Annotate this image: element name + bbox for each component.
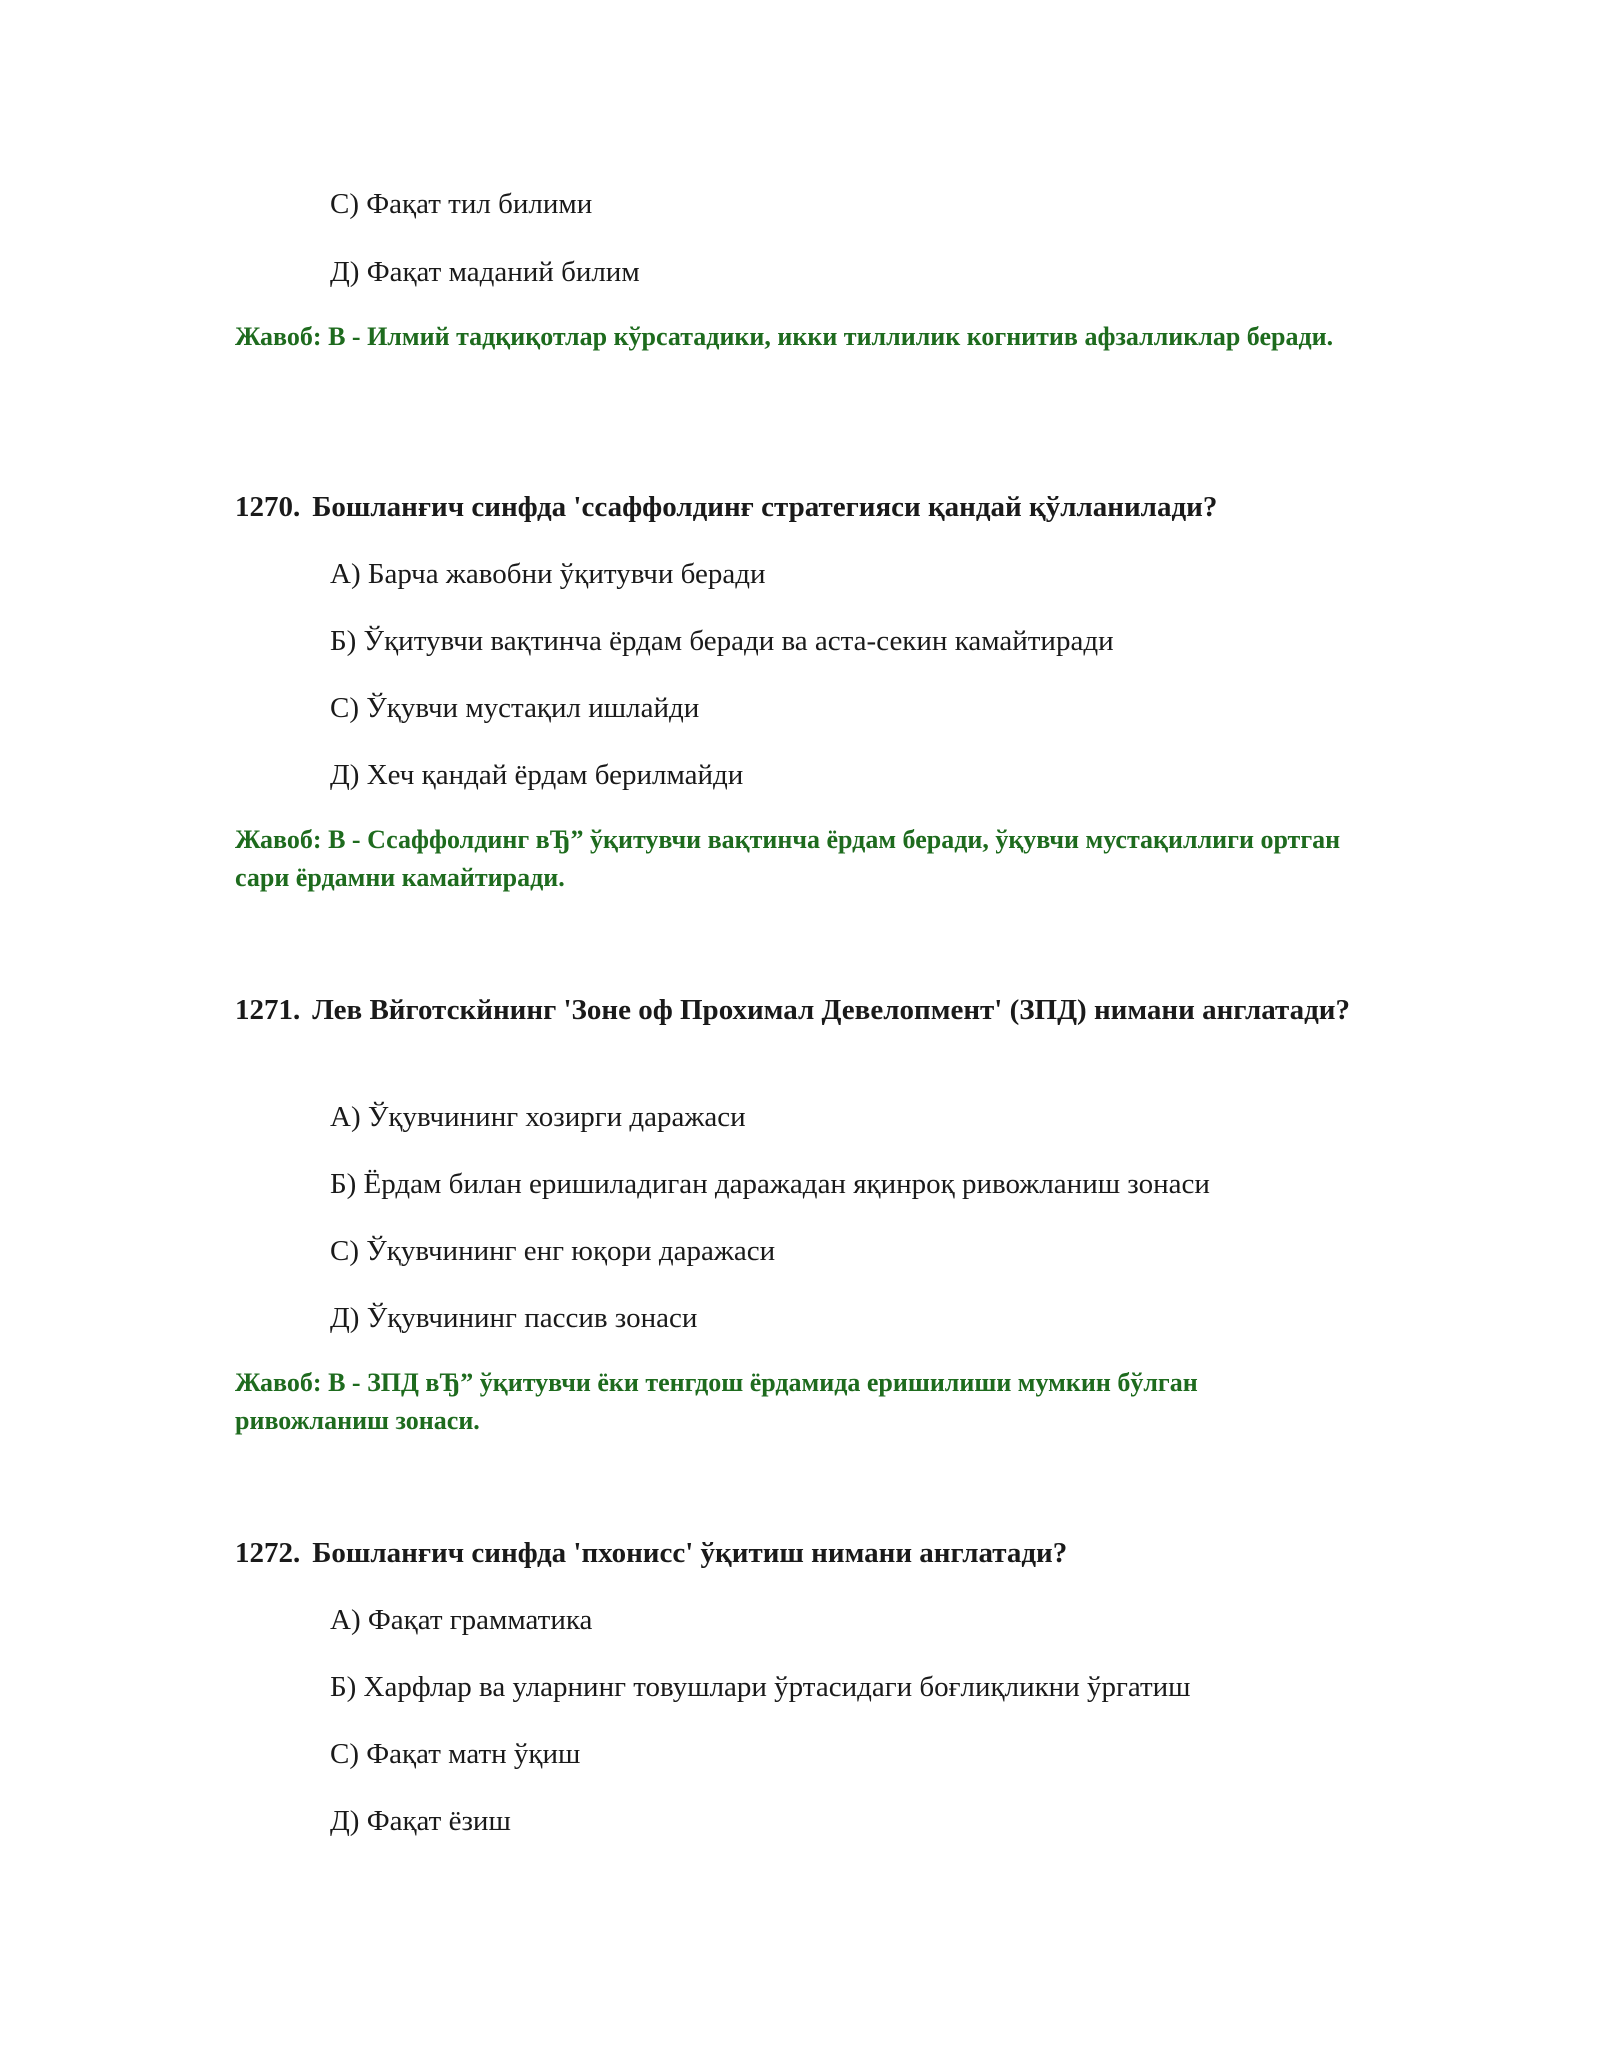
question-heading: [235, 487, 1365, 528]
question-heading: [235, 1533, 1365, 1574]
answer-text: Жавоб: В - ЗПД вЂ” ўқитувчи ёки тенгдош ёрдамида еришилиши мумкин бўлган ривожланиш зонаси.: [235, 1368, 1198, 1435]
question-text: Бошланғич синфда 'пхонисс' ўқитиш нимани англатади?: [312, 1537, 1068, 1569]
option-c: С) Ўқувчининг енг юқори даражаси: [330, 1235, 776, 1267]
question-text: Бошланғич синфда 'ссаффолдинғ стратегияси қандай қўлланилади?: [312, 491, 1218, 523]
option-b: Б) Ёрдам билан еришиладиган даражадан яқинроқ ривожланиш зонаси: [330, 1168, 1210, 1200]
option-c: С) Фақат матн ўқиш: [330, 1738, 581, 1770]
option-b: Б) Ўқитувчи вақтинча ёрдам беради ва аста-секин камайтиради: [330, 625, 1114, 657]
question-heading: [235, 990, 1365, 1031]
option-a: А) Барча жавобни ўқитувчи беради: [330, 558, 766, 590]
option-c: С) Фақат тил билими: [330, 188, 593, 220]
answer-text: Жавоб: В - Илмий тадқиқотлар кўрсатадики, икки тиллилик когнитив афзалликлар беради.: [235, 322, 1334, 351]
question-number: 1272.: [235, 1537, 301, 1569]
option-a: А) Фақат грамматика: [330, 1604, 593, 1636]
option-d: Д) Фақат ёзиш: [330, 1805, 511, 1837]
option-d: Д) Фақат маданий билим: [330, 256, 640, 288]
answer-text: Жавоб: В - Ссаффолдинг вЂ” ўқитувчи вақтинча ёрдам беради, ўқувчи мустақиллиги ортган сари ёрдамни камайтиради.: [235, 825, 1341, 892]
option-b: Б) Харфлар ва уларнинг товушлари ўртасидаги боғлиқликни ўргатиш: [330, 1671, 1191, 1703]
question-number: 1271.: [235, 994, 301, 1026]
question-number: 1270.: [235, 491, 301, 523]
option-d: Д) Ўқувчининг пассив зонаси: [330, 1302, 698, 1334]
option-a: А) Ўқувчининг хозирги даражаси: [330, 1101, 746, 1133]
option-c: С) Ўқувчи мустақил ишлайди: [330, 692, 700, 724]
question-text: Лев Вйготскйнинг 'Зоне оф Прохимал Девелопмент' (ЗПД) нимани англатади?: [312, 994, 1351, 1026]
option-d: Д) Хеч қандай ёрдам берилмайди: [330, 759, 744, 791]
